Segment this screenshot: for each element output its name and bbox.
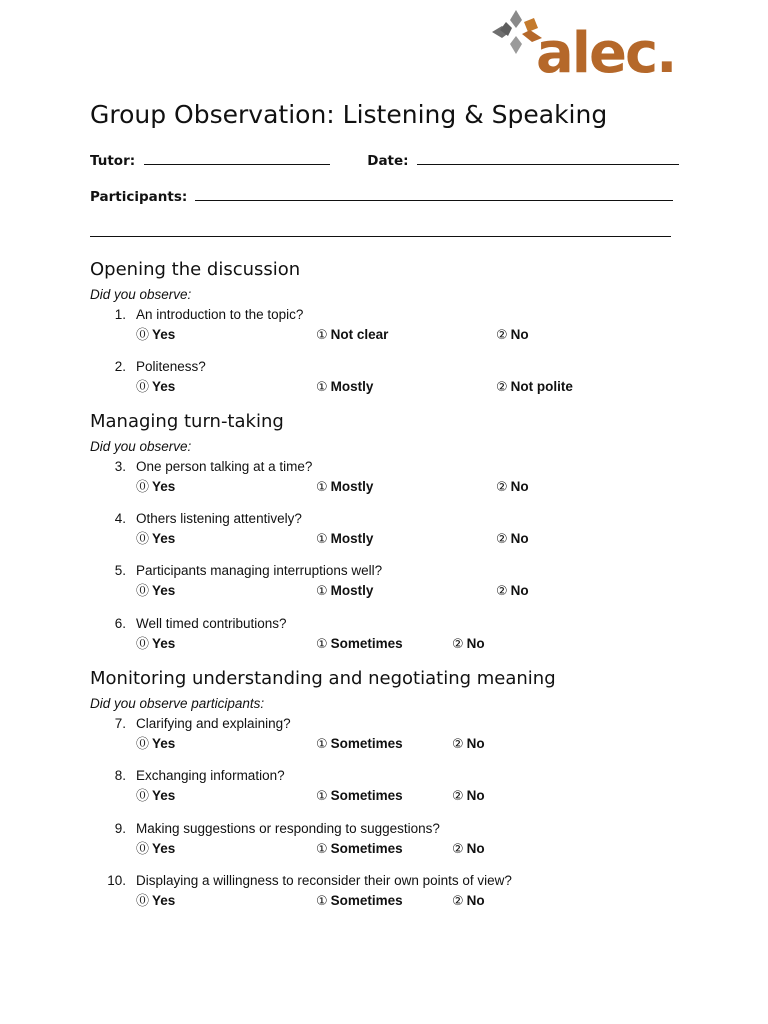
- option-score-one-icon: ①: [316, 637, 328, 652]
- answer-option-no[interactable]: [452, 735, 485, 753]
- option-label: Not clear: [330, 327, 389, 342]
- tutor-field[interactable]: [144, 151, 330, 165]
- option-label: Yes: [152, 583, 176, 598]
- question-text: Making suggestions or responding to suggestions?: [136, 821, 440, 836]
- answer-option-no[interactable]: [452, 892, 485, 910]
- alec-logo: [488, 6, 680, 90]
- answer-option-yes[interactable]: [136, 530, 175, 548]
- question-number: 10.: [107, 873, 126, 888]
- question-text: Politeness?: [136, 359, 206, 374]
- option-label: Yes: [152, 379, 176, 394]
- participants-field[interactable]: [195, 187, 673, 201]
- option-score-zero-icon: ⓪: [136, 380, 150, 395]
- question-text: Clarifying and explaining?: [136, 716, 291, 731]
- answer-option-yes[interactable]: [136, 787, 175, 805]
- page-title: Group Observation: Listening & Speaking: [90, 100, 608, 129]
- answer-option-no[interactable]: [452, 635, 485, 653]
- option-score-two-icon: ②: [496, 584, 508, 599]
- option-score-two-icon: ②: [452, 894, 464, 909]
- answer-option-no[interactable]: [496, 582, 529, 600]
- option-score-one-icon: ①: [316, 328, 328, 343]
- answer-option-yes[interactable]: [136, 840, 175, 858]
- answer-option-mostly[interactable]: [316, 378, 373, 396]
- section-title: Managing turn-taking: [90, 411, 284, 432]
- answer-option-mostly[interactable]: [316, 478, 373, 496]
- answer-option-no[interactable]: [496, 326, 529, 344]
- option-label: Yes: [152, 736, 176, 751]
- question-text: Participants managing interruptions well?: [136, 563, 383, 578]
- answer-option-sometimes[interactable]: [316, 787, 403, 805]
- question-text: Others listening attentively?: [136, 511, 302, 526]
- answer-option-mostly[interactable]: [316, 530, 373, 548]
- answer-option-yes[interactable]: [136, 582, 175, 600]
- option-label: Yes: [152, 788, 176, 803]
- answer-option-sometimes[interactable]: [316, 892, 403, 910]
- answer-option-yes[interactable]: [136, 378, 175, 396]
- option-score-two-icon: ②: [496, 532, 508, 547]
- question-number: 7.: [114, 716, 126, 731]
- option-score-zero-icon: ⓪: [136, 789, 150, 804]
- date-field[interactable]: [417, 151, 679, 165]
- option-score-one-icon: ①: [316, 584, 328, 599]
- question-text: An introduction to the topic?: [136, 307, 304, 322]
- option-score-one-icon: ①: [316, 532, 328, 547]
- answer-option-yes[interactable]: [136, 735, 175, 753]
- participants-extra-line[interactable]: [90, 223, 671, 237]
- answer-option-yes[interactable]: [136, 892, 175, 910]
- question-number: 4.: [114, 511, 126, 526]
- option-score-two-icon: ②: [452, 737, 464, 752]
- participants-label: Participants:: [90, 189, 188, 205]
- question-text: Displaying a willingness to reconsider their own points of view?: [136, 873, 512, 888]
- participants-row: [90, 187, 673, 206]
- question-text: Well timed contributions?: [136, 616, 287, 631]
- answer-option-no[interactable]: [496, 478, 529, 496]
- question-number: 9.: [114, 821, 126, 836]
- answer-option-sometimes[interactable]: [316, 735, 403, 753]
- answer-option-yes[interactable]: [136, 326, 175, 344]
- option-score-zero-icon: ⓪: [136, 894, 150, 909]
- option-score-zero-icon: ⓪: [136, 328, 150, 343]
- option-label: Yes: [152, 636, 176, 651]
- option-label: Not polite: [510, 379, 573, 394]
- option-score-zero-icon: ⓪: [136, 532, 150, 547]
- tutor-date-row: [90, 151, 679, 170]
- section-intro: Did you observe:: [90, 287, 192, 302]
- question-text: One person talking at a time?: [136, 459, 313, 474]
- answer-option-not-clear[interactable]: [316, 326, 388, 344]
- question-number: 8.: [114, 768, 126, 783]
- option-label: Yes: [152, 327, 176, 342]
- option-label: Sometimes: [330, 736, 403, 751]
- question-number: 2.: [114, 359, 126, 374]
- option-score-zero-icon: ⓪: [136, 480, 150, 495]
- option-score-one-icon: ①: [316, 380, 328, 395]
- option-score-zero-icon: ⓪: [136, 584, 150, 599]
- option-score-zero-icon: ⓪: [136, 737, 150, 752]
- section-intro: Did you observe:: [90, 439, 192, 454]
- question-text: Exchanging information?: [136, 768, 285, 783]
- option-label: Mostly: [330, 479, 374, 494]
- option-label: No: [466, 788, 485, 803]
- option-score-two-icon: ②: [452, 842, 464, 857]
- question-number: 5.: [114, 563, 126, 578]
- option-score-one-icon: ①: [316, 480, 328, 495]
- option-label: No: [466, 636, 485, 651]
- option-score-one-icon: ①: [316, 737, 328, 752]
- option-score-one-icon: ①: [316, 894, 328, 909]
- answer-option-no[interactable]: [496, 530, 529, 548]
- question-number: 1.: [114, 307, 126, 322]
- section-intro: Did you observe participants:: [90, 696, 265, 711]
- section-title: Monitoring understanding and negotiating meaning: [90, 668, 556, 689]
- option-score-two-icon: ②: [452, 637, 464, 652]
- option-label: Sometimes: [330, 841, 403, 856]
- option-label: No: [510, 327, 529, 342]
- answer-option-sometimes[interactable]: [316, 635, 403, 653]
- option-label: No: [466, 841, 485, 856]
- answer-option-no[interactable]: [452, 787, 485, 805]
- option-label: Sometimes: [330, 788, 403, 803]
- answer-option-mostly[interactable]: [316, 582, 373, 600]
- question-number: 6.: [114, 616, 126, 631]
- option-label: No: [466, 736, 485, 751]
- option-label: Yes: [152, 841, 176, 856]
- tutor-label: Tutor:: [90, 153, 136, 169]
- option-label: Mostly: [330, 379, 374, 394]
- answer-option-yes[interactable]: [136, 478, 175, 496]
- option-label: Yes: [152, 893, 176, 908]
- option-label: No: [466, 893, 485, 908]
- option-label: Mostly: [330, 531, 374, 546]
- answer-option-yes[interactable]: [136, 635, 175, 653]
- option-label: Yes: [152, 479, 176, 494]
- option-label: No: [510, 479, 529, 494]
- option-label: Sometimes: [330, 893, 403, 908]
- answer-option-no[interactable]: [452, 840, 485, 858]
- option-label: Yes: [152, 531, 176, 546]
- option-score-two-icon: ②: [452, 789, 464, 804]
- option-score-zero-icon: ⓪: [136, 637, 150, 652]
- option-score-zero-icon: ⓪: [136, 842, 150, 857]
- answer-option-not-polite[interactable]: [496, 378, 573, 396]
- option-label: Mostly: [330, 583, 374, 598]
- option-score-two-icon: ②: [496, 328, 508, 343]
- option-label: Sometimes: [330, 636, 403, 651]
- section-title: Opening the discussion: [90, 259, 301, 280]
- answer-option-sometimes[interactable]: [316, 840, 403, 858]
- date-label: Date:: [367, 153, 409, 169]
- option-label: No: [510, 531, 529, 546]
- option-score-one-icon: ①: [316, 842, 328, 857]
- logo-wordmark: alec.: [536, 21, 676, 86]
- option-score-two-icon: ②: [496, 480, 508, 495]
- question-number: 3.: [114, 459, 126, 474]
- option-score-one-icon: ①: [316, 789, 328, 804]
- option-label: No: [510, 583, 529, 598]
- option-score-two-icon: ②: [496, 380, 508, 395]
